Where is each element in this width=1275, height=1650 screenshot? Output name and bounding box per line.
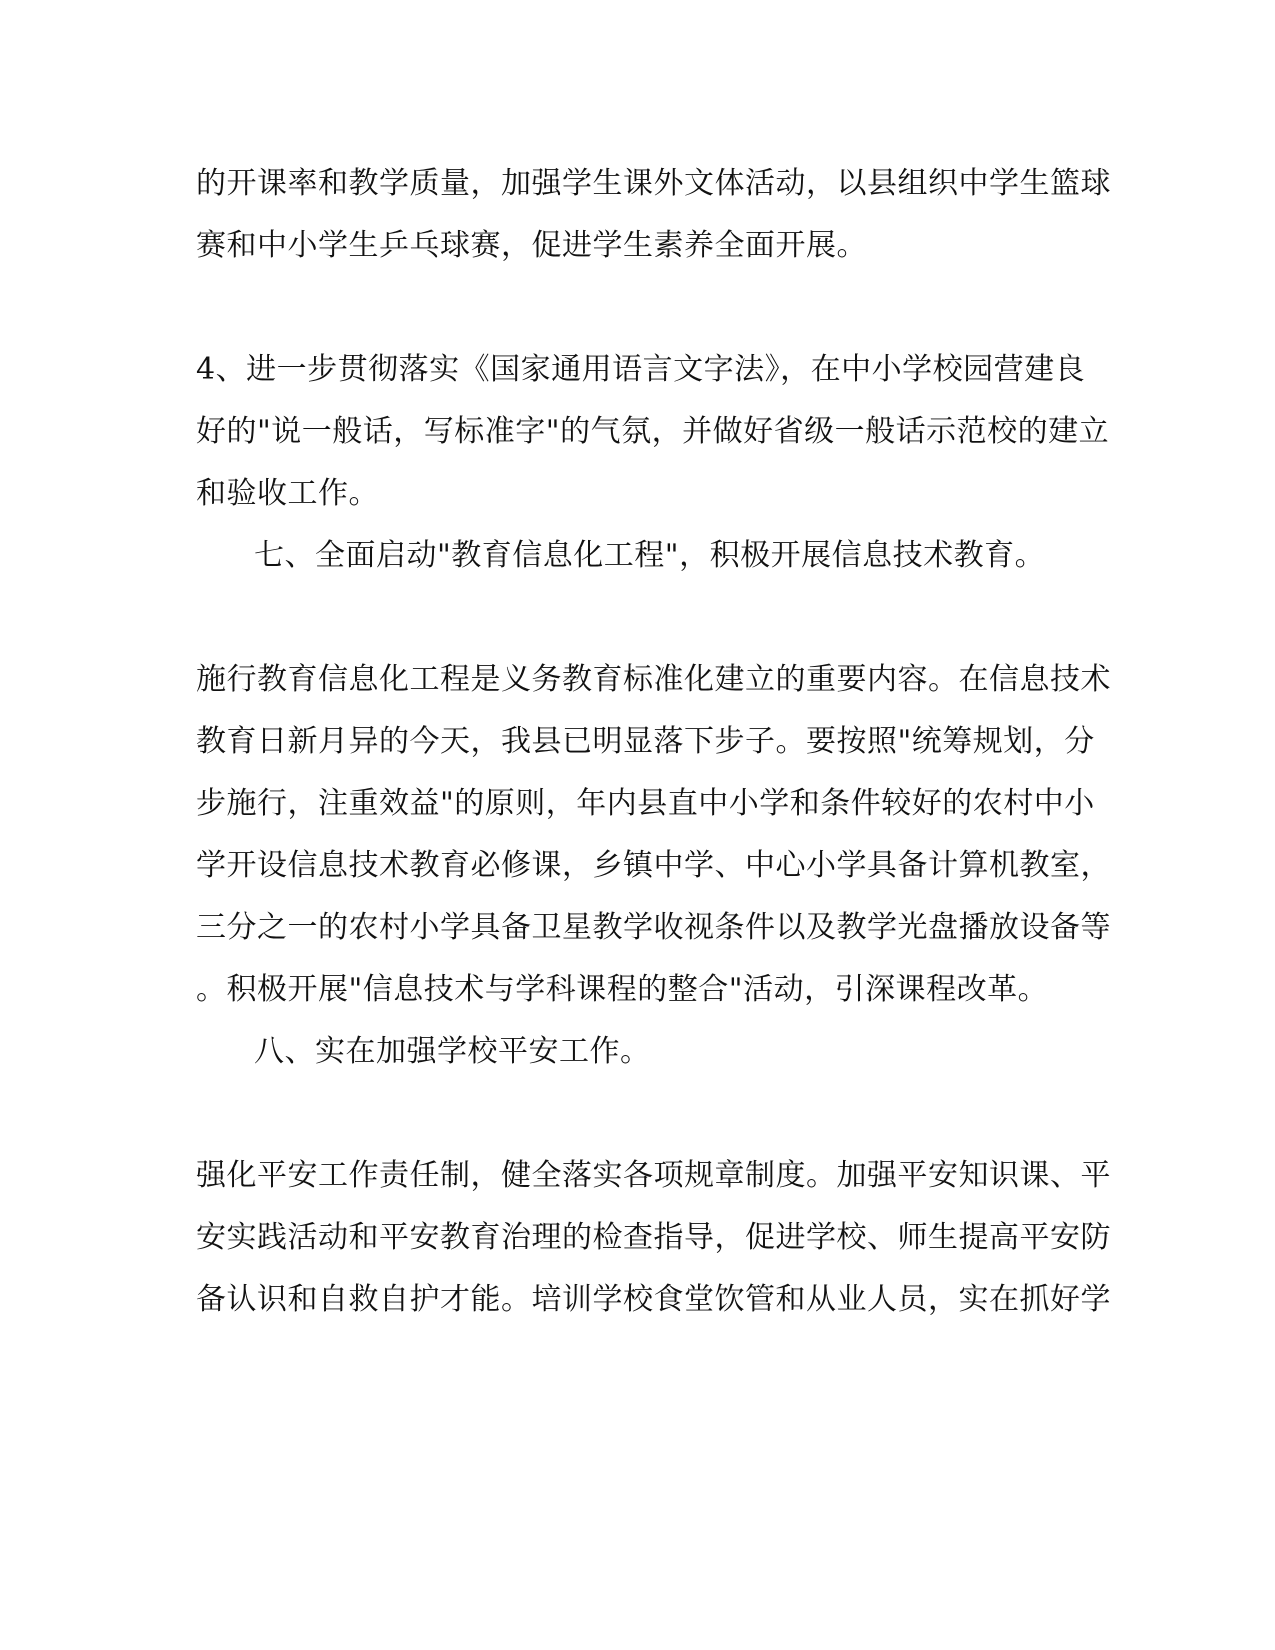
- paragraph-3-line-6: 。积极开展"信息技术与学科课程的整合"活动，引深课程改革。: [196, 972, 1049, 1007]
- paragraph-1-line-2: 赛和中小学生乒乓球赛，促进学生素养全面开展。: [196, 228, 867, 263]
- paragraph-3-line-2: 教育日新月异的今天，我县已明显落下步子。要按照"统筹规划，分: [196, 724, 1095, 759]
- section-heading-8: 八、实在加强学校平安工作。: [254, 1034, 651, 1069]
- paragraph-4-line-2: 安实践活动和平安教育治理的检查指导，促进学校、师生提高平安防: [196, 1220, 1111, 1255]
- paragraph-1-line-1: 的开课率和教学质量，加强学生课外文体活动，以县组织中学生篮球: [196, 166, 1111, 201]
- paragraph-4-line-3: 备认识和自救自护才能。培训学校食堂饮管和从业人员，实在抓好学: [196, 1282, 1111, 1317]
- paragraph-3-line-1: 施行教育信息化工程是义务教育标准化建立的重要内容。在信息技术: [196, 662, 1111, 697]
- paragraph-3-line-5: 三分之一的农村小学具备卫星教学收视条件以及教学光盘播放设备等: [196, 910, 1111, 945]
- paragraph-2-line-3: 和验收工作。: [196, 476, 379, 511]
- paragraph-3-line-3: 步施行，注重效益"的原则，年内县直中小学和条件较好的农村中小: [196, 786, 1095, 821]
- paragraph-2-line-2: 好的"说一般话，写标准字"的气氛，并做好省级一般话示范校的建立: [196, 414, 1110, 449]
- paragraph-4-line-1: 强化平安工作责任制，健全落实各项规章制度。加强平安知识课、平: [196, 1158, 1111, 1193]
- section-heading-7: 七、全面启动"教育信息化工程"，积极开展信息技术教育。: [254, 538, 1046, 573]
- paragraph-3-line-4: 学开设信息技术教育必修课，乡镇中学、中心小学具备计算机教室，: [196, 848, 1111, 883]
- paragraph-2-line-1: 4、进一步贯彻落实《国家通用语言文字法》，在中小学校园营建良: [196, 352, 1086, 387]
